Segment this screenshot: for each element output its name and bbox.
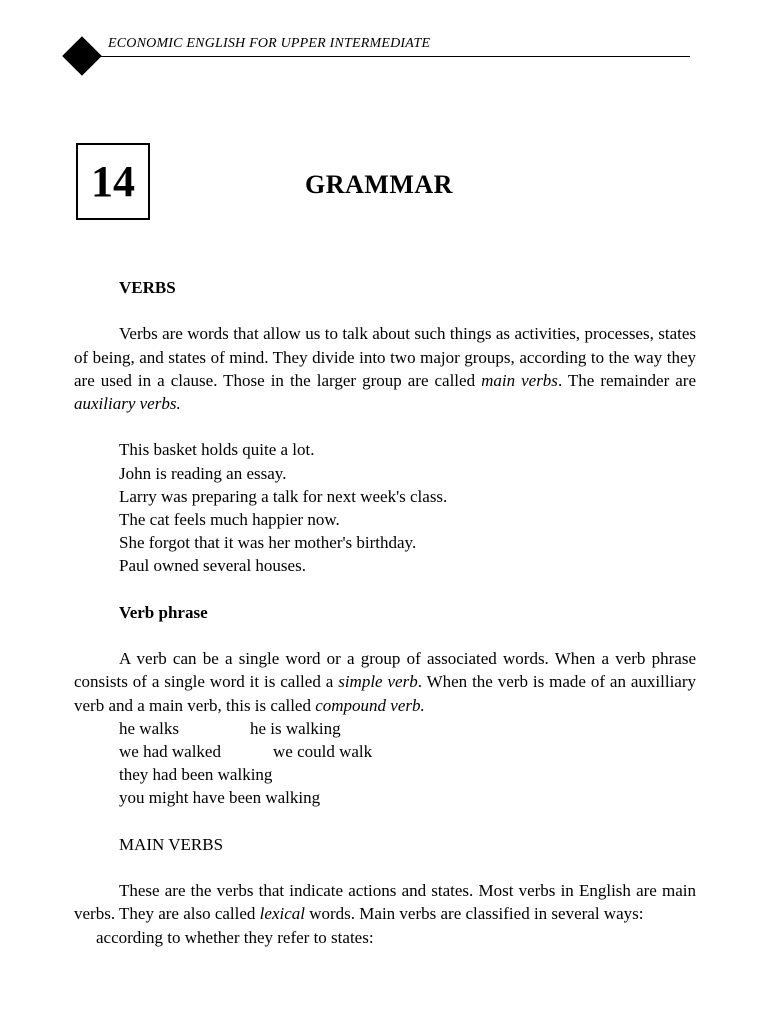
section-heading-verb-phrase: Verb phrase — [119, 602, 208, 622]
text-run: Verbs are words that allow us to talk about such things as activities, processes, states of being, and states of mind. They divide into two major groups, according to the way they are used in a clause. Those in the larger group are called — [74, 324, 696, 390]
text-run: words. Main verbs are classified in several ways: — [304, 904, 644, 924]
section-heading-main-verbs: MAIN VERBS — [119, 834, 224, 854]
example-left: we had walked — [119, 742, 221, 761]
term-auxiliary-verbs: auxiliary verbs. — [74, 394, 181, 413]
text-run: These are the verbs that indicate actions and states. Most verbs in English are main verbs. They are also called — [74, 881, 696, 924]
term-simple-verb: simple verb — [338, 672, 418, 692]
header-rule — [96, 56, 690, 57]
example-sentence: The cat feels much happier now. — [119, 510, 340, 529]
example-sentence: John is reading an essay. — [119, 463, 287, 483]
example-pair — [119, 740, 696, 763]
example-sentence: Larry was preparing a talk for next week's class. — [119, 486, 448, 506]
example-pair — [119, 717, 696, 740]
example-sentence: She forgot that it was her mother's birthday. — [119, 533, 417, 553]
running-header — [0, 0, 768, 80]
text-run: . The remainder are — [557, 370, 696, 390]
verb-phrase-paragraph — [74, 647, 696, 717]
term-compound-verb: compound verb. — [315, 695, 425, 715]
example-phrase: they had been walking — [119, 765, 273, 785]
chapter-title: GRAMMAR — [305, 170, 453, 199]
term-main-verbs: main verbs — [481, 370, 558, 390]
example-phrase: you might have been walking — [119, 788, 321, 808]
term-lexical: lexical — [259, 904, 305, 924]
example-right: we could walk — [273, 742, 373, 761]
verbs-paragraph — [74, 322, 696, 415]
list-item: according to whether they refer to states: — [96, 927, 374, 947]
example-sentence: This basket holds quite a lot. — [119, 440, 315, 460]
example-right: he is walking — [250, 718, 341, 738]
text-run: A verb can be a single word or a group of associated words. When a verb phrase consists of a single word it is called a — [74, 649, 696, 692]
text-run: . When the verb is made of an auxilliary verb and a main verb, this is called — [74, 672, 697, 715]
example-sentence: Paul owned several houses. — [119, 556, 306, 576]
main-verbs-paragraph — [74, 879, 696, 925]
section-heading-verbs: VERBS — [119, 278, 176, 297]
page-body — [74, 276, 696, 949]
example-left: he walks — [119, 718, 179, 738]
chapter-number: 14 — [76, 143, 150, 220]
running-title: ECONOMIC ENGLISH FOR UPPER INTERMEDIATE — [108, 36, 431, 51]
